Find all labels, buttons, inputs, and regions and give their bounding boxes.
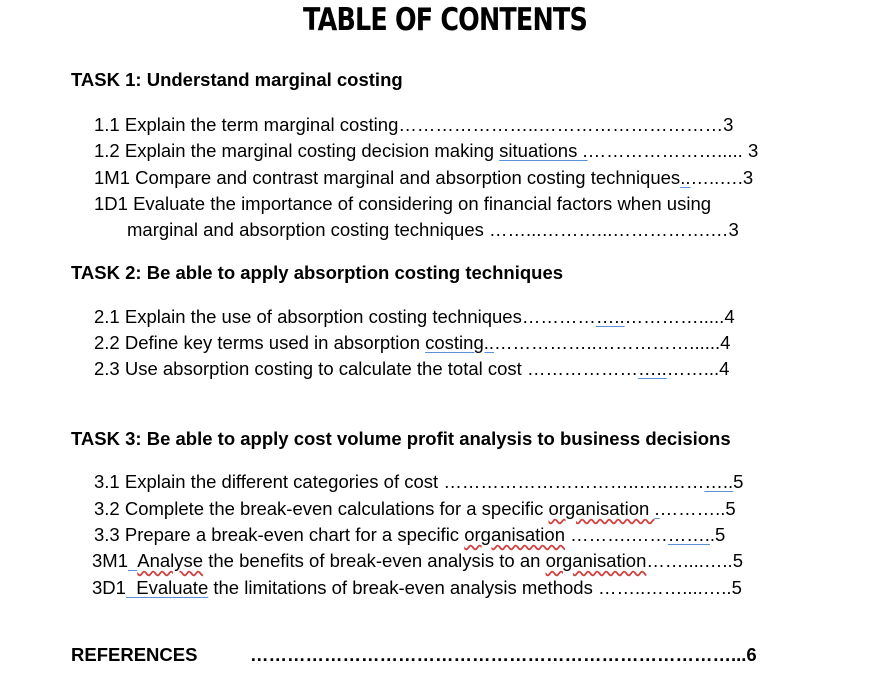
toc-entry-1d1[interactable]: [94, 193, 711, 215]
entry-dots: ………..5: [659, 498, 736, 519]
entry-text: 3D1: [92, 577, 126, 598]
entry-spelling-flag: organisation: [548, 498, 655, 519]
toc-entry-3m1[interactable]: [92, 550, 743, 572]
entry-underlined: …..: [595, 306, 625, 327]
entry-dots: ……………..……………......4: [494, 332, 731, 353]
entry-underlined: .: [654, 498, 660, 519]
entry-text: the benefits of break-even analysis to an: [203, 550, 546, 571]
entry-spelling-flag: organisation: [545, 550, 647, 571]
references-dots: ……………………………………………………………………...6: [250, 644, 757, 665]
task2-heading: TASK 2: Be able to apply absorption costing techniques: [71, 262, 564, 283]
toc-entry-3-1[interactable]: [94, 471, 743, 493]
toc-entry-1d1-continued[interactable]: [127, 219, 739, 241]
entry-text: 3.2 Complete the break-even calculations for a specific: [94, 498, 549, 519]
entry-underlined: …..: [637, 358, 667, 379]
entry-text: 1D1 Evaluate the importance of considering on financial factors when using: [94, 193, 712, 214]
entry-underlined: Evaluate: [125, 577, 209, 598]
entry-dots: ……...4: [666, 358, 730, 379]
entry-dots: …………………..... 3: [587, 140, 759, 161]
entry-dots: …..….3: [690, 167, 754, 188]
entry-text: marginal and absorption costing techniques ……...………...…………….…3: [127, 219, 739, 240]
toc-entry-1-2[interactable]: [94, 140, 758, 162]
toc-entry-3-3[interactable]: [94, 524, 725, 546]
entry-underlined: situations .: [499, 140, 588, 161]
toc-entry-references[interactable]: [71, 644, 757, 666]
entry-dots: .5: [709, 524, 726, 545]
entry-text: 2.1 Explain the use of absorption costing techniques…………: [94, 306, 596, 327]
entry-text: 2.3 Use absorption costing to calculate the total cost ………………: [94, 358, 638, 379]
toc-entry-1-1[interactable]: [94, 114, 733, 136]
entry-underlined: …..: [704, 471, 734, 492]
entry-dots: 5: [733, 471, 744, 492]
entry-underlined: …….: [667, 524, 710, 545]
entry-dots: ………….....4: [624, 306, 735, 327]
toc-entry-3d1[interactable]: [92, 577, 742, 599]
entry-text: 1M1 Compare and contrast marginal and absorption costing techniques: [94, 167, 681, 188]
task1-heading: TASK 1: Understand marginal costing: [71, 69, 403, 90]
toc-entry-2-2[interactable]: [94, 332, 730, 354]
entry-underlined: [128, 550, 137, 571]
entry-spelling-flag: Analyse: [137, 550, 204, 571]
toc-entry-3-2[interactable]: [94, 498, 736, 520]
entry-underlined: costing..: [425, 332, 495, 353]
entry-text: 1.1 Explain the term marginal costing…………………..…………………………3: [94, 114, 734, 135]
entry-text: 2.2 Define key terms used in absorption: [94, 332, 426, 353]
toc-entry-2-3[interactable]: [94, 358, 729, 380]
entry-text: 3.1 Explain the different categories of cost …………………………..…..……: [94, 471, 705, 492]
toc-entry-1m1[interactable]: [94, 167, 753, 189]
page-title: TABLE OF CONTENTS: [303, 2, 587, 38]
entry-text: 3.3 Prepare a break-even chart for a specific: [94, 524, 465, 545]
entry-text: 1.2 Explain the marginal costing decision making: [94, 140, 500, 161]
entry-underlined: ..: [680, 167, 691, 188]
entry-dots: ……….……: [565, 524, 668, 545]
task3-heading: TASK 3: Be able to apply cost volume profit analysis to business decisions: [71, 428, 731, 449]
references-label: REFERENCES: [71, 644, 198, 665]
entry-text: 3M1: [92, 550, 128, 571]
entry-spelling-flag: organisation: [464, 524, 565, 545]
entry-text: the limitations of break-even analysis methods ……..……....…..5: [208, 577, 742, 598]
toc-entry-2-1[interactable]: [94, 306, 735, 328]
entry-dots: ……....…..5: [646, 550, 743, 571]
